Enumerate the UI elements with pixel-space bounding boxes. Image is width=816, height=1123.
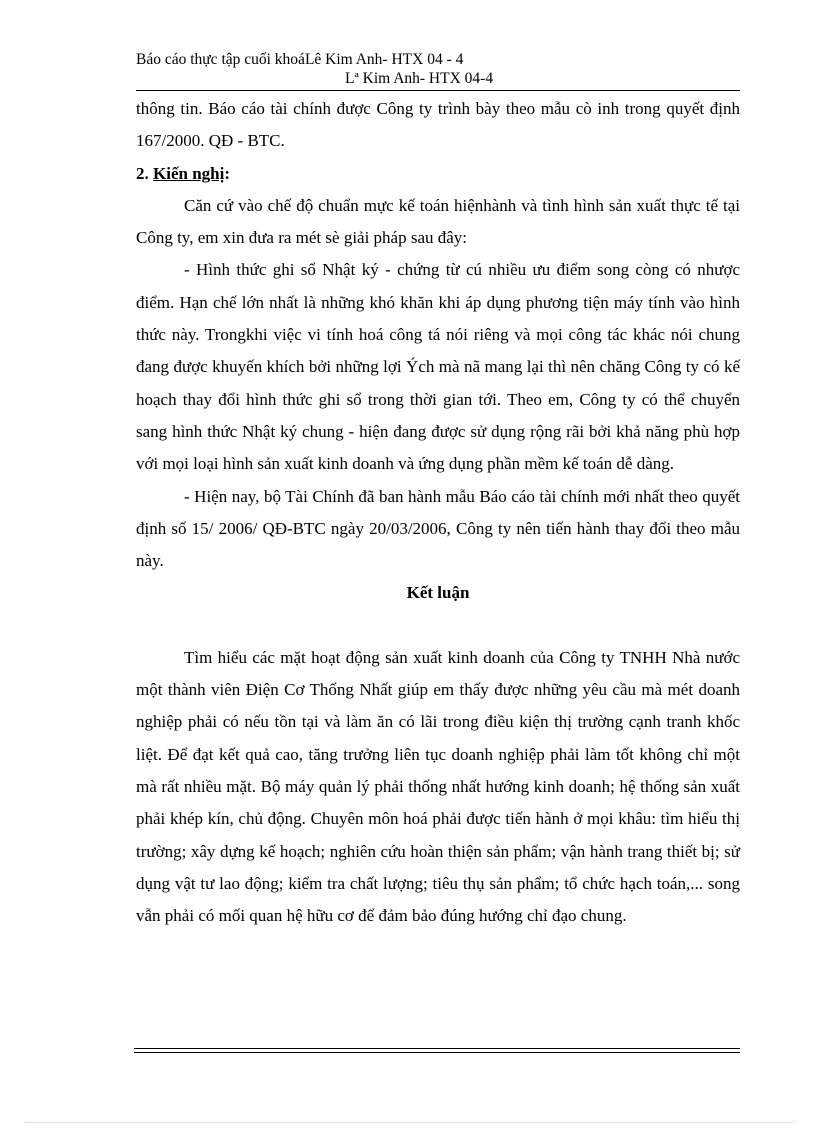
section-number: 2. [136,163,153,183]
conclusion-heading: Kết luận [406,583,470,603]
header-author-line: Lª Kim Anh- HTX 04-4 [345,70,494,87]
paragraph-continuation: thông tin. Báo cáo tài chính được Công ty trình bày theo mẫu cò inh trong quyết định 167/2000. QĐ - BTC. [136,99,740,151]
footer-double-rule [134,1048,740,1053]
paragraph-conclusion: Tìm hiểu các mặt hoạt động sản xuất kinh doanh của Công ty TNHH Nhà nước một thành viên Điện Cơ Thống Nhất giúp em thấy được những yêu cầu mà mét doanh nghiệp phải có nếu tồn tại và làm ăn có lãi trong điều kiện thị trường cạnh tranh khốc liệt. Để đạt kết quả cao, tăng trưởng liên tục doanh nghiệp phải làm tốt không chỉ một mà rất nhiều mặt. Bộ máy quản lý phải thống nhất hướng kinh doanh; hệ thống sản xuất phải khép kín, chủ động. Chuyên môn hoá phải được tiến hành ở mọi khâu: tìm hiểu thị trường; xây dựng kế hoạch; nghiên cứu hoàn thiện sản phẩm; vận hành trang thiết bị; sử dụng vật tư lao động; kiểm tra chất lượng; tiêu thụ sản phẩm; tổ chức hạch toán,... song vẫn phải có mối quan hệ hữu cơ để đảm bảo đúng hướng chỉ đạo chung. [136,647,740,926]
paragraph-basis: Căn cứ vào chế độ chuẩn mực kế toán hiệnhành và tình hình sản xuất thực tế tại Công ty, em xin đưa ra mét sè giải pháp sau đây: [136,195,740,248]
paragraph-ministry-decision: - Hiện nay, bộ Tài Chính đã ban hành mẫu Báo cáo tài chính mới nhất theo quyết định số 15/ 2006/ QĐ-BTC ngày 20/03/2006, Công ty nên tiến hành thay đổi theo mẫu này. [136,486,740,571]
header-divider [136,90,740,91]
section-heading-recommendations [136,158,740,190]
section-colon: : [224,163,231,183]
header-title-line: Báo cáo thực tập cuối khoáLê Kim Anh- HTX 04 - 4 [136,51,464,68]
blank-line [136,610,740,642]
document-body [136,93,740,932]
page-header [136,50,740,88]
paragraph-bookkeeping-form: - Hình thức ghi sổ Nhật ký - chứng từ cú nhiều ưu điểm song còng có nhược điểm. Hạn chế lớn nhất là những khó khăn khi áp dụng phương tiện máy tính vào hình thức này. Trongkhi việc vi tính hoá công tá nói riêng và mọi công tác khác nói chung đang được khuyến khích bởi những lợi Ých mà nã mang lại thì nên chăng Công ty có kế hoạch thay đổi hình thức ghi sổ trong thời gian tới. Theo em, Công ty có thể chuyển sang hình thức Nhật ký chung - hiện đang được sử dụng rộng rãi bởi khả năng phù hợp với mọi loại hình sản xuất kinh doanh và ứng dụng phần mềm kế toán dễ dàng. [136,260,740,474]
section-title: Kiến nghị [153,163,225,183]
